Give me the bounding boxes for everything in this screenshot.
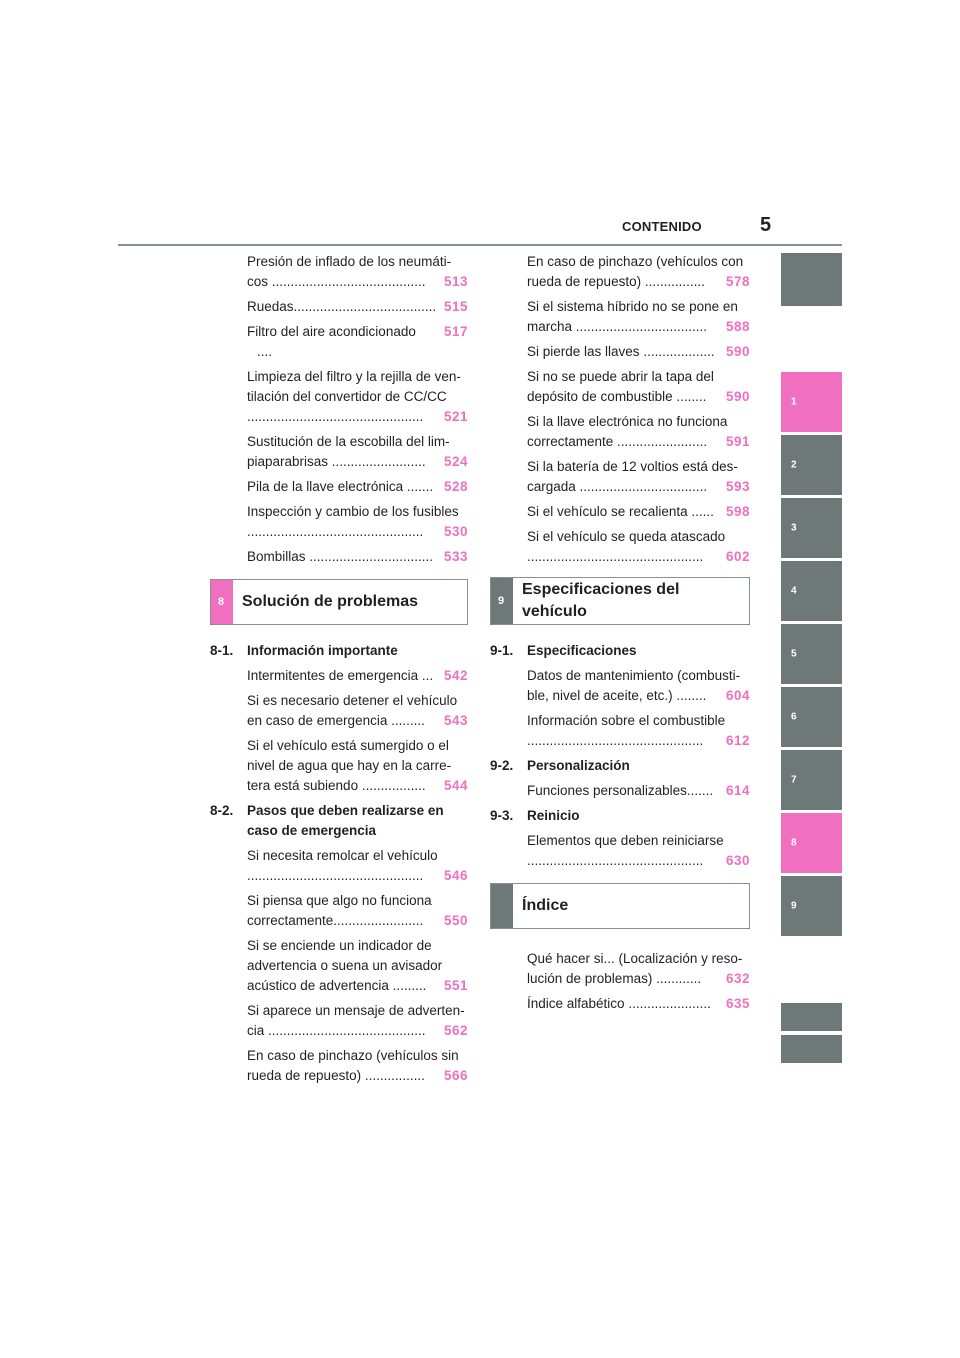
toc-entry[interactable]: Limpieza del filtro y la rejilla de ven- tilación del convertidor de CC/CC ............................................... 521: [247, 367, 468, 427]
tab-blank-top: [781, 253, 842, 306]
toc-column-left: [210, 252, 468, 1091]
section-heading: 8-2. Pasos que deben realizarse en caso de emergencia: [210, 803, 444, 838]
page-ref[interactable]: 542: [443, 668, 468, 683]
page-ref[interactable]: 544: [443, 778, 468, 793]
page-ref[interactable]: 612: [725, 733, 750, 748]
page-ref[interactable]: 590: [725, 389, 750, 404]
tab-6[interactable]: 6: [781, 687, 842, 747]
toc-entry[interactable]: Si el vehículo se recalienta ...... 598: [527, 502, 750, 522]
toc-entry[interactable]: Si pierde las llaves ................... 590: [527, 342, 750, 362]
page-ref[interactable]: 588: [725, 319, 750, 334]
toc-entry[interactable]: Filtro del aire acondicionado .... 517: [247, 324, 468, 359]
page-ref[interactable]: 528: [443, 479, 468, 494]
toc-entry[interactable]: Intermitentes de emergencia ... 542: [247, 666, 468, 686]
tab-7[interactable]: 7: [781, 750, 842, 810]
page-ref[interactable]: 614: [725, 783, 750, 798]
index-heading-box[interactable]: [490, 883, 750, 929]
tab-blank-a: [781, 1003, 842, 1031]
page-ref[interactable]: 566: [443, 1068, 468, 1083]
tab-5[interactable]: 5: [781, 624, 842, 684]
section-heading: 9-3. Reinicio: [490, 808, 580, 823]
page-ref[interactable]: 543: [443, 713, 468, 728]
header-title: CONTENIDO: [622, 219, 702, 234]
page-ref[interactable]: 593: [725, 479, 750, 494]
page-ref[interactable]: 590: [725, 344, 750, 359]
toc-entry[interactable]: Inspección y cambio de los fusibles ............................................... 530: [247, 502, 468, 542]
page-ref[interactable]: 591: [725, 434, 750, 449]
toc-entry[interactable]: Sustitución de la escobilla del lim- piaparabrisas ......................... 524: [247, 432, 468, 472]
tab-blank-b: [781, 1035, 842, 1063]
toc-entry[interactable]: Bombillas ................................. 533: [247, 547, 468, 567]
chapter-title: Especificaciones del vehículo: [522, 581, 680, 620]
toc-column-right: [490, 252, 750, 1019]
toc-entry[interactable]: En caso de pinchazo (vehículos con rueda de repuesto) ................ 578: [527, 252, 750, 292]
chapter-number-bar: 9: [491, 578, 513, 624]
toc-entry[interactable]: Si la batería de 12 voltios está des- cargada .................................. 593: [527, 457, 750, 497]
section-heading: 9-2. Personalización: [490, 758, 630, 773]
toc-entry[interactable]: Elementos que deben reiniciarse ............................................... 630: [527, 831, 750, 871]
section-heading: 8-1. Información importante: [210, 643, 398, 658]
page-ref[interactable]: 515: [443, 299, 468, 314]
toc-entry[interactable]: Ruedas...................................... 515: [247, 297, 468, 317]
toc-entry[interactable]: Información sobre el combustible ............................................... 612: [527, 711, 750, 751]
page-ref[interactable]: 521: [443, 409, 468, 424]
page-ref[interactable]: 598: [725, 504, 750, 519]
chapter-title: Solución de problemas: [242, 593, 419, 610]
index-title: Índice: [522, 897, 569, 914]
page-ref[interactable]: 578: [725, 274, 750, 289]
toc-entry[interactable]: Qué hacer si... (Localización y reso- lución de problemas) ............ 632: [527, 949, 750, 989]
page-ref[interactable]: 604: [725, 688, 750, 703]
toc-entry[interactable]: Si no se puede abrir la tapa del depósito de combustible ........ 590: [527, 367, 750, 407]
page-ref[interactable]: 513: [443, 274, 468, 289]
section-heading: 9-1. Especificaciones: [490, 643, 637, 658]
page-ref[interactable]: 533: [443, 549, 468, 564]
toc-entry[interactable]: Índice alfabético ...................... 635: [527, 994, 750, 1014]
toc-entry[interactable]: Si el vehículo está sumergido o el nivel de agua que hay en la carre- tera está subiendo ................. 544: [247, 736, 468, 796]
toc-entry[interactable]: Funciones personalizables....... 614: [527, 781, 750, 801]
toc-entry[interactable]: Si necesita remolcar el vehículo ............................................... 546: [247, 846, 468, 886]
tab-8[interactable]: 8: [781, 813, 842, 873]
toc-entry[interactable]: Datos de mantenimiento (combusti- ble, nivel de aceite, etc.) ........ 604: [527, 666, 750, 706]
toc-entry[interactable]: Si se enciende un indicador de advertencia o suena un avisador acústico de advertencia ......... 551: [247, 936, 468, 996]
tab-9[interactable]: 9: [781, 876, 842, 936]
page-ref[interactable]: 630: [725, 853, 750, 868]
page-ref[interactable]: 551: [443, 978, 468, 993]
page-number: 5: [760, 214, 772, 236]
toc-entry[interactable]: Si el sistema híbrido no se pone en marcha ................................... 588: [527, 297, 750, 337]
tab-1[interactable]: 1: [781, 372, 842, 432]
toc-entry[interactable]: Si la llave electrónica no funciona correctamente ........................ 591: [527, 412, 750, 452]
page-ref[interactable]: 550: [443, 913, 468, 928]
toc-entry[interactable]: Presión de inflado de los neumáti- cos ......................................... 513: [247, 252, 468, 292]
index-bar: [491, 884, 513, 928]
page-ref[interactable]: 524: [443, 454, 468, 469]
tab-2[interactable]: 2: [781, 435, 842, 495]
header-rule: [118, 244, 842, 246]
toc-entry[interactable]: Pila de la llave electrónica ....... 528: [247, 477, 468, 497]
chapter-heading-box[interactable]: [210, 579, 468, 625]
page-ref[interactable]: 530: [443, 524, 468, 539]
page-ref[interactable]: 602: [725, 549, 750, 564]
page-ref[interactable]: 562: [443, 1023, 468, 1038]
toc-entry[interactable]: En caso de pinchazo (vehículos sin rueda de repuesto) ................ 566: [247, 1046, 468, 1086]
tab-3[interactable]: 3: [781, 498, 842, 558]
toc-entry[interactable]: Si aparece un mensaje de adverten- cia .......................................... 562: [247, 1001, 468, 1041]
page-ref[interactable]: 546: [443, 868, 468, 883]
toc-entry[interactable]: Si piensa que algo no funciona correctamente........................ 550: [247, 891, 468, 931]
chapter-number-bar: 8: [211, 580, 233, 624]
page-ref[interactable]: 632: [725, 971, 750, 986]
page-ref[interactable]: 635: [725, 996, 750, 1011]
chapter-heading-box[interactable]: [490, 577, 750, 625]
toc-entry[interactable]: Si el vehículo se queda atascado ............................................... 602: [527, 527, 750, 567]
tab-4[interactable]: 4: [781, 561, 842, 621]
page-ref[interactable]: 517: [443, 324, 468, 339]
toc-entry[interactable]: Si es necesario detener el vehículo en caso de emergencia ......... 543: [247, 691, 468, 731]
